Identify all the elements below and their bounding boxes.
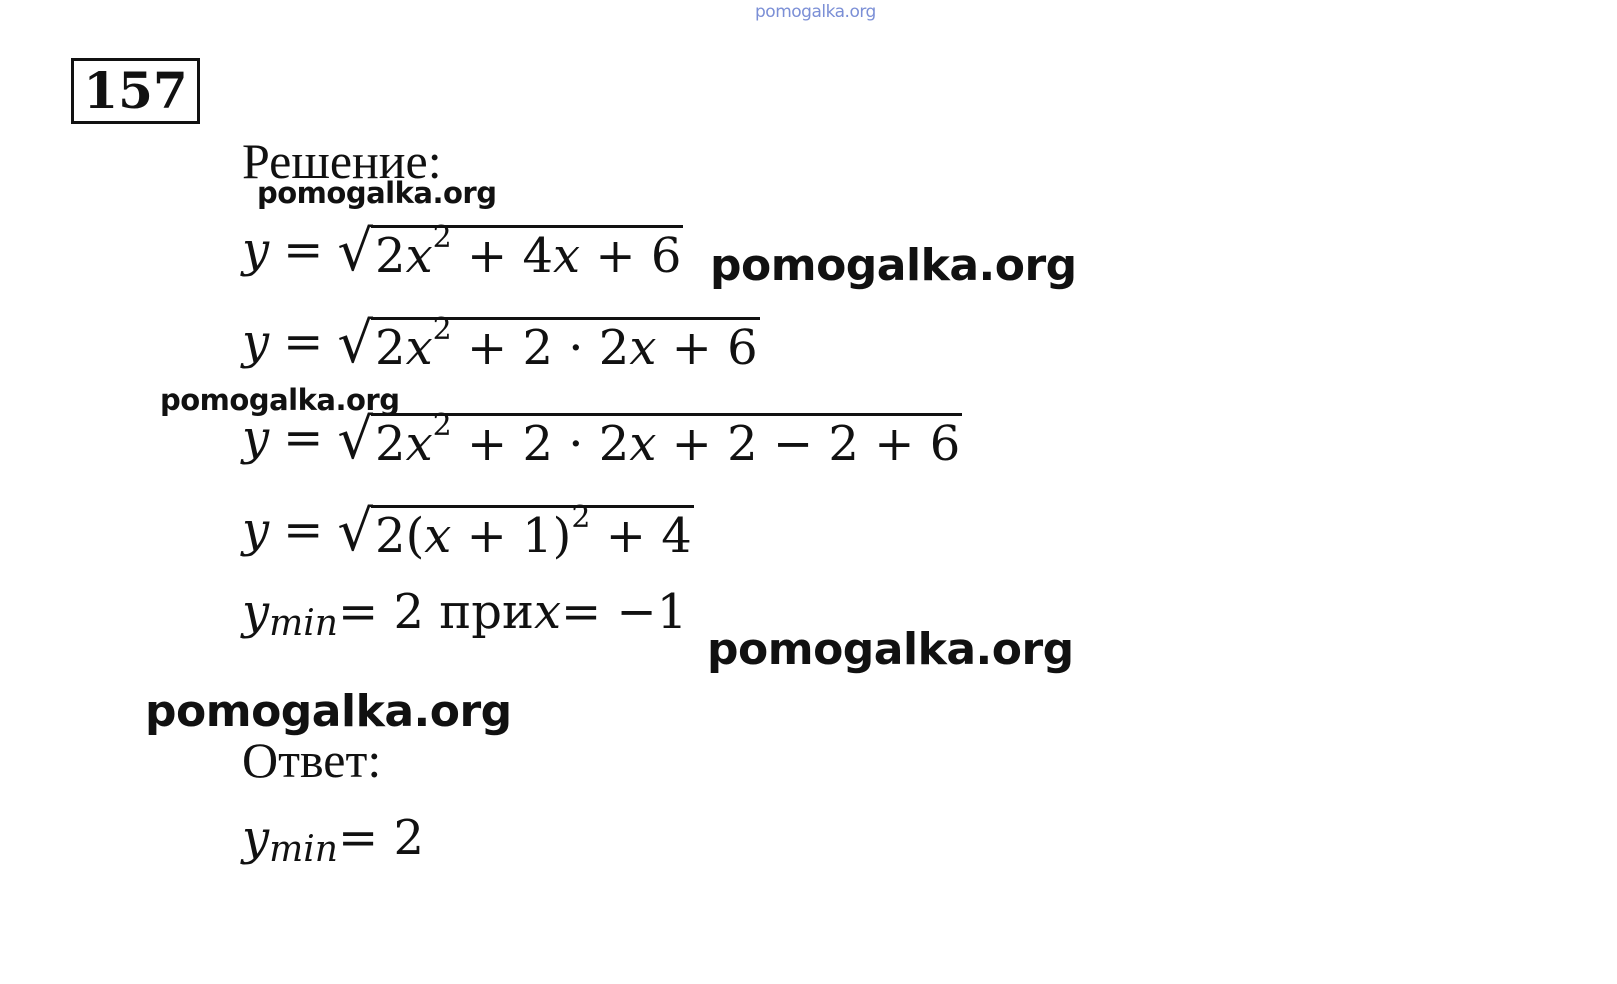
answer-line: y min = 2 bbox=[242, 810, 424, 870]
watermark: pomogalka.org bbox=[710, 240, 1077, 291]
solution-heading: Решение: bbox=[242, 133, 442, 189]
square-root: √ $2x^2 + 2 \cdot 2x + 2 - 2 + 6$ bbox=[337, 407, 961, 472]
square-root: √ $2(x + 1)^2 + 4$ bbox=[337, 499, 692, 564]
equation-line-5: y min = 2 при x = −1 bbox=[242, 584, 688, 644]
watermark: pomogalka.org bbox=[257, 176, 497, 210]
equation-line-1: y = √ $2x^2 + 4x + 6$ bbox=[242, 219, 682, 284]
equation-line-4: y = √ $2(x + 1)^2 + 4$ bbox=[242, 499, 692, 564]
answer-heading: Ответ: bbox=[242, 732, 382, 788]
equation-line-2: y = √ $2x^2 + 2 \cdot 2x + 6$ bbox=[242, 311, 758, 376]
watermark: pomogalka.org bbox=[707, 624, 1074, 675]
watermark: pomogalka.org bbox=[160, 383, 400, 417]
equation-line-3: y = √ $2x^2 + 2 \cdot 2x + 2 - 2 + 6$ bbox=[242, 407, 961, 472]
square-root: √ $2x^2 + 2 \cdot 2x + 6$ bbox=[337, 311, 758, 376]
problem-number: 157 bbox=[71, 58, 200, 124]
square-root: √ $2x^2 + 4x + 6$ bbox=[337, 219, 682, 284]
watermark-top: pomogalka.org bbox=[755, 2, 876, 22]
watermark: pomogalka.org bbox=[145, 686, 512, 737]
